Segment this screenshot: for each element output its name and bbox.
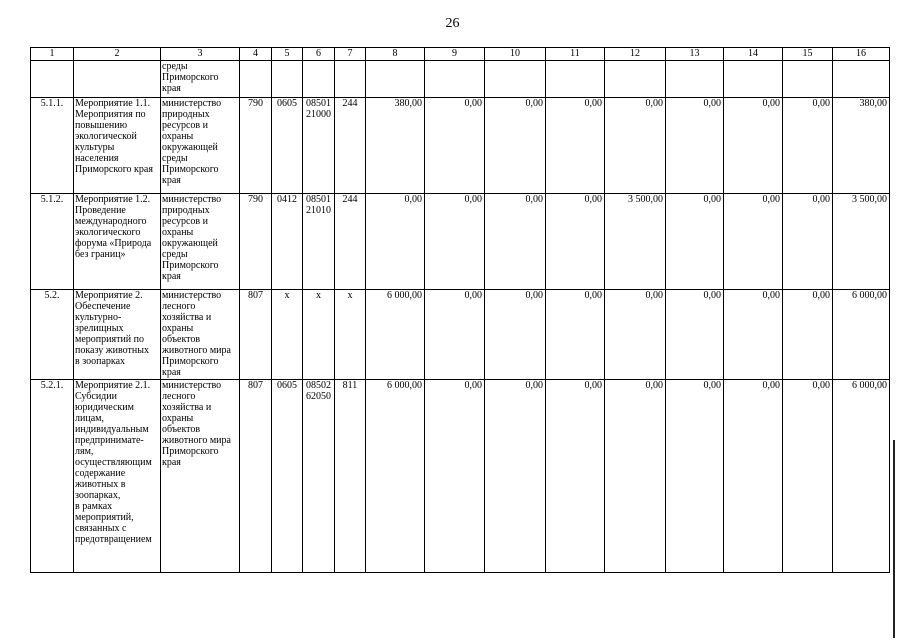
cell-amount-16: 6 000,00 bbox=[833, 380, 890, 573]
table-row bbox=[31, 61, 890, 98]
cell-amount-11 bbox=[546, 61, 605, 98]
cell-amount-total: 6 000,00 bbox=[366, 290, 425, 380]
cell-amount-15: 0,00 bbox=[783, 98, 833, 194]
column-number: 1 bbox=[31, 48, 74, 61]
column-number: 2 bbox=[74, 48, 161, 61]
cell-executor: министерство природных ресурсов и охраны окружающей среды Приморского края bbox=[161, 194, 240, 290]
cell-section: x bbox=[272, 290, 303, 380]
cell-amount-14: 0,00 bbox=[724, 380, 783, 573]
cell-section: 0605 bbox=[272, 98, 303, 194]
cell-executor: министерство лесного хозяйства и охраны объектов животного мира Приморского края bbox=[161, 290, 240, 380]
page-number: 26 bbox=[445, 16, 460, 31]
column-number: 7 bbox=[335, 48, 366, 61]
cell-amount-13: 0,00 bbox=[666, 194, 724, 290]
cell-expense-type: 811 bbox=[335, 380, 366, 573]
cell-amount-13: 0,00 bbox=[666, 98, 724, 194]
cell-expense-type: 244 bbox=[335, 98, 366, 194]
column-number: 6 bbox=[303, 48, 335, 61]
cell-expense-type: x bbox=[335, 290, 366, 380]
cell-target-article: 08501 21000 bbox=[303, 98, 335, 194]
cell-amount-10: 0,00 bbox=[485, 194, 546, 290]
cell-amount-12 bbox=[605, 61, 666, 98]
cell-amount-14: 0,00 bbox=[724, 194, 783, 290]
cell-grbs: 807 bbox=[240, 380, 272, 573]
cell-expense-type bbox=[335, 61, 366, 98]
cell-code bbox=[31, 61, 74, 98]
table-row bbox=[31, 290, 890, 380]
cell-section: 0412 bbox=[272, 194, 303, 290]
cell-amount-12: 0,00 bbox=[605, 380, 666, 573]
cell-amount-10: 0,00 bbox=[485, 98, 546, 194]
cell-section bbox=[272, 61, 303, 98]
cell-amount-14: 0,00 bbox=[724, 290, 783, 380]
cell-executor: министерство лесного хозяйства и охраны объектов животного мира Приморского края bbox=[161, 380, 240, 573]
cell-amount-12: 3 500,00 bbox=[605, 194, 666, 290]
column-number: 8 bbox=[366, 48, 425, 61]
column-number: 5 bbox=[272, 48, 303, 61]
column-number-row bbox=[31, 48, 890, 61]
cell-section: 0605 bbox=[272, 380, 303, 573]
cell-amount-total: 0,00 bbox=[366, 194, 425, 290]
cell-grbs bbox=[240, 61, 272, 98]
cell-amount-16 bbox=[833, 61, 890, 98]
cell-amount-13: 0,00 bbox=[666, 380, 724, 573]
table-row bbox=[31, 98, 890, 194]
column-number: 10 bbox=[485, 48, 546, 61]
cell-amount-11: 0,00 bbox=[546, 194, 605, 290]
column-number: 13 bbox=[666, 48, 724, 61]
cell-amount-15 bbox=[783, 61, 833, 98]
cell-event-name: Мероприятие 2. Обеспечение культурно- зрелищных мероприятий по показу животных в зоопарках bbox=[74, 290, 161, 380]
cell-code: 5.1.1. bbox=[31, 98, 74, 194]
cell-amount-9: 0,00 bbox=[425, 98, 485, 194]
cell-amount-12: 0,00 bbox=[605, 98, 666, 194]
cell-amount-12: 0,00 bbox=[605, 290, 666, 380]
cell-amount-11: 0,00 bbox=[546, 98, 605, 194]
cell-amount-11: 0,00 bbox=[546, 290, 605, 380]
cell-amount-10: 0,00 bbox=[485, 380, 546, 573]
cell-event-name: Мероприятие 1.2. Проведение международного экологического форума «Природа без границ» bbox=[74, 194, 161, 290]
cell-target-article: x bbox=[303, 290, 335, 380]
cell-grbs: 790 bbox=[240, 194, 272, 290]
cell-amount-16: 380,00 bbox=[833, 98, 890, 194]
cell-amount-13: 0,00 bbox=[666, 290, 724, 380]
column-number: 12 bbox=[605, 48, 666, 61]
cell-event-name bbox=[74, 61, 161, 98]
cell-amount-14 bbox=[724, 61, 783, 98]
cell-amount-total: 380,00 bbox=[366, 98, 425, 194]
cell-amount-16: 3 500,00 bbox=[833, 194, 890, 290]
cell-amount-10 bbox=[485, 61, 546, 98]
column-number: 4 bbox=[240, 48, 272, 61]
cell-amount-15: 0,00 bbox=[783, 290, 833, 380]
cell-event-name: Мероприятие 2.1. Субсидии юридическим лицам, индивидуальным предпринимате- лям, осуществляющим содержание животных в зоопарках, в рамках мероприятий, связанных с предотвращением bbox=[74, 380, 161, 573]
column-number: 14 bbox=[724, 48, 783, 61]
cell-amount-13 bbox=[666, 61, 724, 98]
cell-target-article bbox=[303, 61, 335, 98]
cell-target-article: 08502 62050 bbox=[303, 380, 335, 573]
cell-amount-9: 0,00 bbox=[425, 194, 485, 290]
column-number: 9 bbox=[425, 48, 485, 61]
cell-event-name: Мероприятие 1.1. Мероприятия по повышению экологической культуры населения Приморского края bbox=[74, 98, 161, 194]
cell-code: 5.1.2. bbox=[31, 194, 74, 290]
cell-executor: министерство природных ресурсов и охраны окружающей среды Приморского края bbox=[161, 98, 240, 194]
cell-grbs: 807 bbox=[240, 290, 272, 380]
cell-amount-14: 0,00 bbox=[724, 98, 783, 194]
cell-amount-15: 0,00 bbox=[783, 194, 833, 290]
cell-amount-total: 6 000,00 bbox=[366, 380, 425, 573]
cell-code: 5.2.1. bbox=[31, 380, 74, 573]
column-number: 15 bbox=[783, 48, 833, 61]
cell-amount-9: 0,00 bbox=[425, 290, 485, 380]
cell-amount-10: 0,00 bbox=[485, 290, 546, 380]
cell-amount-11: 0,00 bbox=[546, 380, 605, 573]
cell-grbs: 790 bbox=[240, 98, 272, 194]
budget-table bbox=[30, 47, 890, 573]
cell-amount-total bbox=[366, 61, 425, 98]
cell-amount-16: 6 000,00 bbox=[833, 290, 890, 380]
cell-executor: среды Приморского края bbox=[161, 61, 240, 98]
column-number: 16 bbox=[833, 48, 890, 61]
cell-amount-9: 0,00 bbox=[425, 380, 485, 573]
column-number: 11 bbox=[546, 48, 605, 61]
cell-target-article: 08501 21010 bbox=[303, 194, 335, 290]
cell-expense-type: 244 bbox=[335, 194, 366, 290]
cell-amount-9 bbox=[425, 61, 485, 98]
table-row bbox=[31, 194, 890, 290]
cell-amount-15: 0,00 bbox=[783, 380, 833, 573]
column-number: 3 bbox=[161, 48, 240, 61]
scan-edge-line bbox=[893, 440, 895, 638]
table-row bbox=[31, 380, 890, 573]
cell-code: 5.2. bbox=[31, 290, 74, 380]
